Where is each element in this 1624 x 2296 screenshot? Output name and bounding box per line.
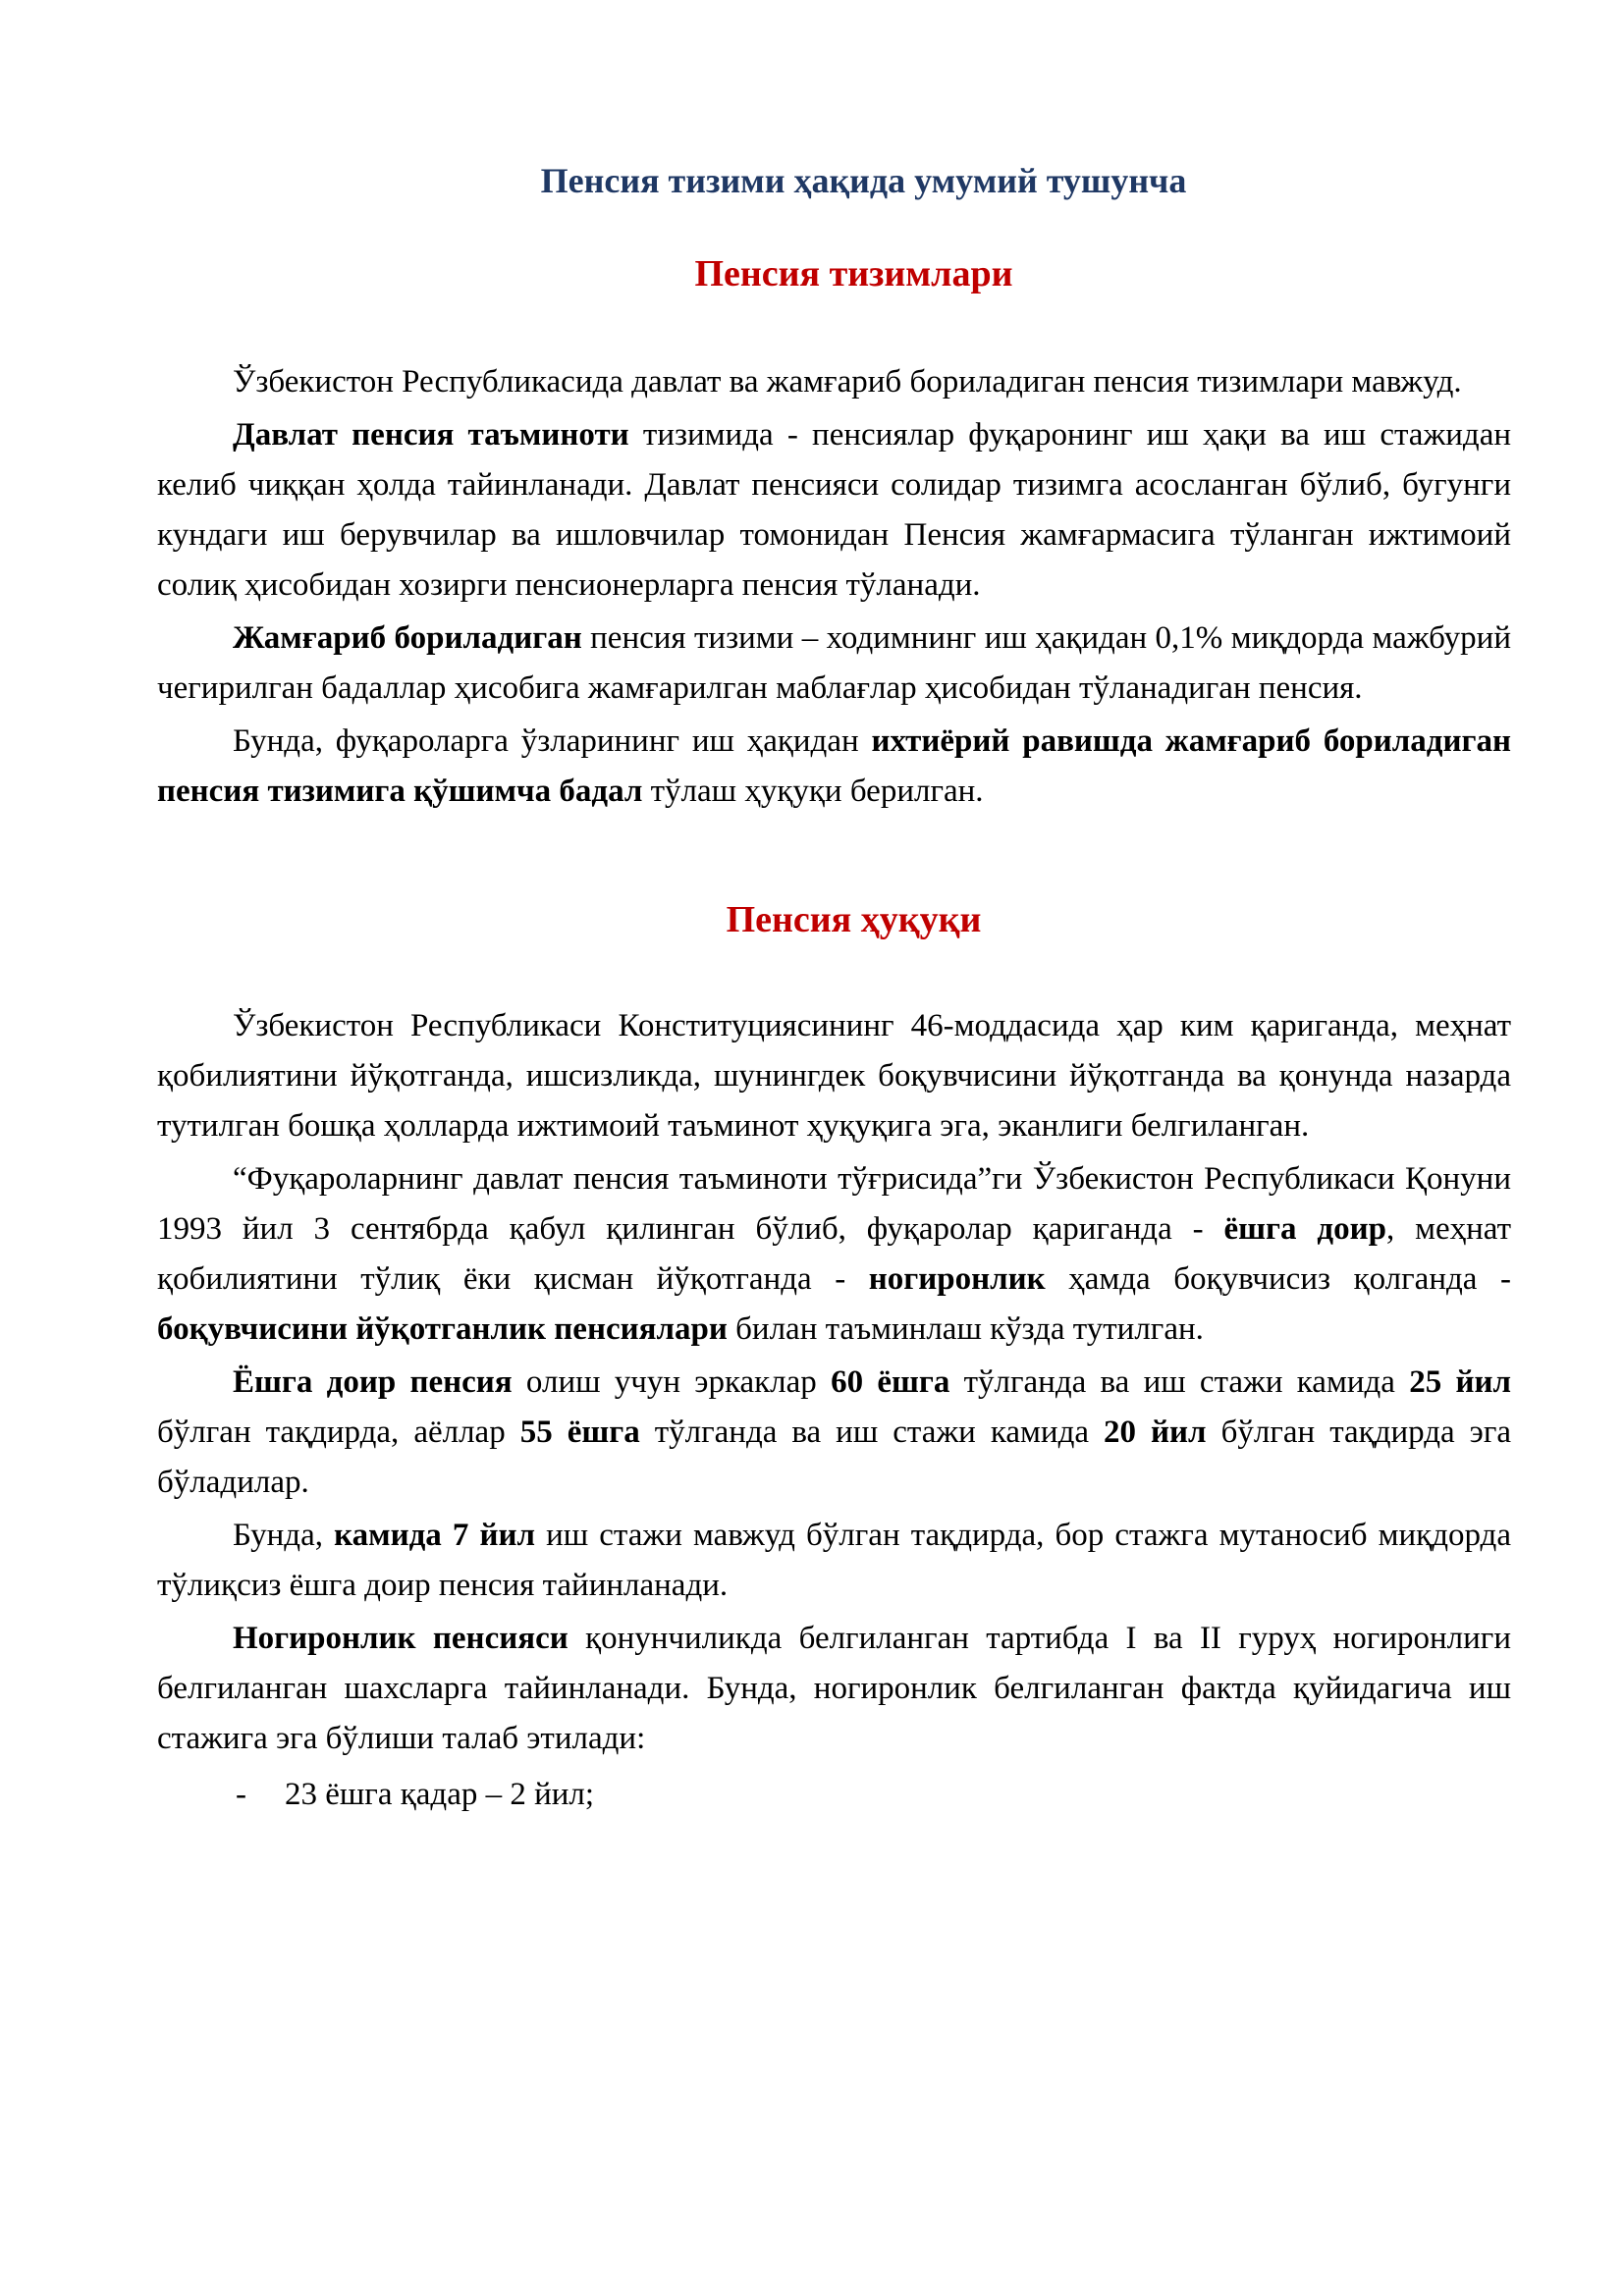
section-title-pension-right: Пенсия ҳуқуқи [726, 899, 982, 940]
paragraph-text: тизимида - пенсиялар фуқаронинг иш ҳақи ва иш стажидан келиб чиққан ҳолда тайинланади. Давлат пенсияси солидар тизимга асосланган бўлиб, бугунги кундаги иш берувчилар ва ишловчилар томонидан Пенсия жамғармасига тўланган ижтимоий солиқ ҳисобидан хозирги пенсионерларга пенсия тўланади. [157, 417, 1512, 603]
paragraph [157, 1614, 1511, 1764]
paragraph-text: Ўзбекистон Республикаси Конституциясининг 46-моддасида ҳар ким қариганда, меҳнат қобилиятини йўқотганда, ишсизликда, шунингдек боқувчисини йўқотганда ва қонунда назарда тутилган бошқа ҳолларда ижтимоий таъминот ҳуқуқига эга, эканлиги белгиланган. [157, 1008, 1511, 1144]
paragraph-text: пенсия тизими – ходимнинг иш ҳақидан 0,1% миқдорда мажбурий чегирилган бадаллар ҳисобига жамғарилган маблағлар ҳисобидан тўланадиган пенсия. [157, 620, 1511, 706]
bold-term: ногиронлик [868, 1261, 1046, 1297]
bold-term: Ногиронлик пенсияси [233, 1621, 568, 1656]
bold-term: 25 йил [1409, 1364, 1511, 1400]
paragraph-text: , меҳнат қобилиятини тўлиқ ёки қисман йўқотганда - [157, 1211, 1511, 1297]
bold-term: ёшга доир [1223, 1211, 1386, 1247]
paragraph-text: иш стажи мавжуд бўлган тақдирда, бор стажга мутаносиб миқдорда тўлиқсиз ёшга доир пенсия тайинланади. [157, 1518, 1511, 1603]
paragraph [157, 410, 1511, 611]
paragraph [157, 717, 1511, 817]
bold-term: 55 ёшга [519, 1415, 640, 1450]
document-title: Пенсия тизими ҳақида умумий тушунча [540, 161, 1187, 200]
bold-term: Жамғариб бориладиган [233, 620, 582, 656]
paragraph [157, 1358, 1511, 1508]
section-pension-right-body [157, 1001, 1511, 1820]
paragraph-text: ҳамда боқувчисиз қолганда - [1045, 1261, 1511, 1297]
paragraph-text: бўлган тақдирда эга бўладилар. [157, 1415, 1511, 1500]
paragraph-text: олиш учун эркаклар [512, 1364, 832, 1400]
paragraph-text: Ўзбекистон Республикасида давлат ва жамғариб бориладиган пенсия тизимлари мавжуд. [233, 364, 1462, 400]
list-marker: - [236, 1777, 246, 1812]
paragraph-text: тўлаш ҳуқуқи берилган. [642, 774, 984, 809]
paragraph-text: Бунда, [233, 1518, 335, 1553]
paragraph [157, 1511, 1511, 1611]
bold-term: камида 7 йил [334, 1518, 536, 1553]
list-item-text: 23 ёшга қадар – 2 йил; [285, 1777, 595, 1812]
bold-term: Давлат пенсия таъминоти [233, 417, 629, 453]
paragraph-text: Бунда, фуқароларга ўзларининг иш ҳақидан [233, 723, 872, 759]
paragraph-text: тўлганда ва иш стажи камида [949, 1364, 1410, 1400]
section-pension-systems-body [157, 357, 1511, 817]
paragraph-text: тўлганда ва иш стажи камида [639, 1415, 1105, 1450]
paragraph-text: бўлган тақдирда, аёллар [157, 1415, 520, 1450]
bold-term: 20 йил [1104, 1415, 1207, 1450]
paragraph [157, 1154, 1511, 1355]
paragraph [157, 614, 1511, 714]
paragraph-text: қонунчиликда белгиланган тартибда I ва II гуруҳ ногиронлиги белгиланган шахсларга тайинланади. Бунда, ногиронлик белгиланган фактда қуйидагича иш стажига эга бўлиши талаб этилади: [157, 1621, 1511, 1756]
paragraph-text: билан таъминлаш кўзда тутилган. [727, 1311, 1204, 1347]
paragraph [157, 357, 1511, 407]
list-item [236, 1770, 1511, 1820]
bold-term: ихтиёрий равишда жамғариб бориладиган пенсия тизимига қўшимча бадал [157, 723, 1511, 809]
paragraph-text: “Фуқароларнинг давлат пенсия таъминоти тўғрисида”ги Ўзбекистон Республикаси Қонуни 1993 йил 3 сентябрда қабул қилинган бўлиб, фуқаролар қариганда - [157, 1161, 1511, 1247]
bold-term: 60 ёшга [831, 1364, 950, 1400]
section-title-pension-systems: Пенсия тизимлари [694, 253, 1013, 294]
paragraph [157, 1001, 1511, 1151]
bold-term: Ёшга доир пенсия [233, 1364, 513, 1400]
bold-term: боқувчисини йўқотганлик пенсиялари [157, 1311, 728, 1347]
